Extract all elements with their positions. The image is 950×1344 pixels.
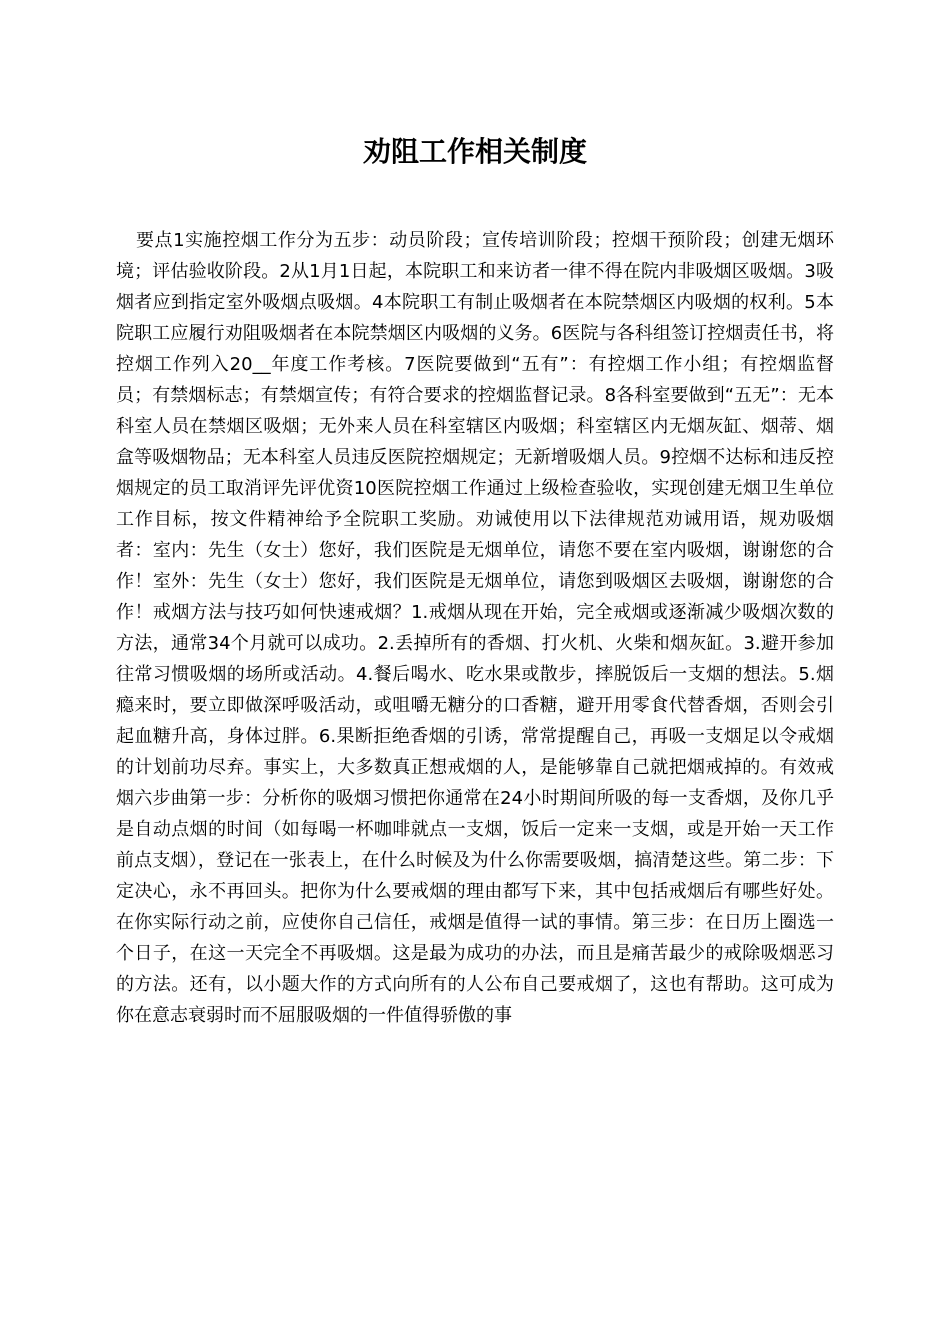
- document-title: 劝阻工作相关制度: [362, 135, 587, 168]
- document-body-paragraph: 要点1实施控烟工作分为五步：动员阶段；宣传培训阶段；控烟干预阶段；创建无烟环境；评估验收阶段。2从1月1日起，本院职工和来访者一律不得在院内非吸烟区吸烟。3吸烟者应到指定室外吸烟点吸烟。4本院职工有制止吸烟者在本院禁烟区内吸烟的权利。5本院职工应履行劝阻吸烟者在本院禁烟区内吸烟的义务。6医院与各科组签订控烟责任书，将控烟工作列入20__年度工作考核。7医院要做到“五有”：有控烟工作小组；有控烟监督员；有禁烟标志；有禁烟宣传；有符合要求的控烟监督记录。8各科室要做到“五无”：无本科室人员在禁烟区吸烟；无外来人员在科室辖区内吸烟；科室辖区内无烟灰缸、烟蒂、烟盒等吸烟物品；无本科室人员违反医院控烟规定；无新增吸烟人员。9控烟不达标和违反控烟规定的员工取消评先评优资10医院控烟工作通过上级检查验收，实现创建无烟卫生单位工作目标，按文件精神给予全院职工奖励。劝诫使用以下法律规范劝诫用语，规劝吸烟者：室内：先生（女士）您好，我们医院是无烟单位，请您不要在室内吸烟，谢谢您的合作！室外：先生（女士）您好，我们医院是无烟单位，请您到吸烟区去吸烟，谢谢您的合作！戒烟方法与技巧如何快速戒烟？1.戒烟从现在开始，完全戒烟或逐渐减少吸烟次数的方法，通常34个月就可以成功。2.丢掉所有的香烟、打火机、火柴和烟灰缸。3.避开参加往常习惯吸烟的场所或活动。4.餐后喝水、吃水果或散步，摔脱饭后一支烟的想法。5.烟瘾来时，要立即做深呼吸活动，或咀嚼无糖分的口香糖，避开用零食代替香烟，否则会引起血糖升高，身体过胖。6.果断拒绝香烟的引诱，常常提醒自己，再吸一支烟足以令戒烟的计划前功尽弃。事实上，大多数真正想戒烟的人，是能够靠自己就把烟戒掉的。有效戒烟六步曲第一步：分析你的吸烟习惯把你通常在24小时期间所吸的每一支香烟，及你几乎是自动点烟的时间（如每喝一杯咖啡就点一支烟，饭后一定来一支烟，或是开始一天工作前点支烟），登记在一张表上，在什么时候及为什么你需要吸烟，搞清楚这些。第二步：下定决心，永不再回头。把你为什么要戒烟的理由都写下来，其中包括戒烟后有哪些好处。在你实际行动之前，应使你自己信任，戒烟是值得一试的事情。第三步：在日历上圈选一个日子，在这一天完全不再吸烟。这是最为成功的办法，而且是痛苦最少的戒除吸烟恶习的方法。还有，以小题大作的方式向所有的人公布自己要戒烟了，这也有帮助。这可成为你在意志衰弱时而不屈服吸烟的一件值得骄傲的事: [116, 230, 834, 1026]
